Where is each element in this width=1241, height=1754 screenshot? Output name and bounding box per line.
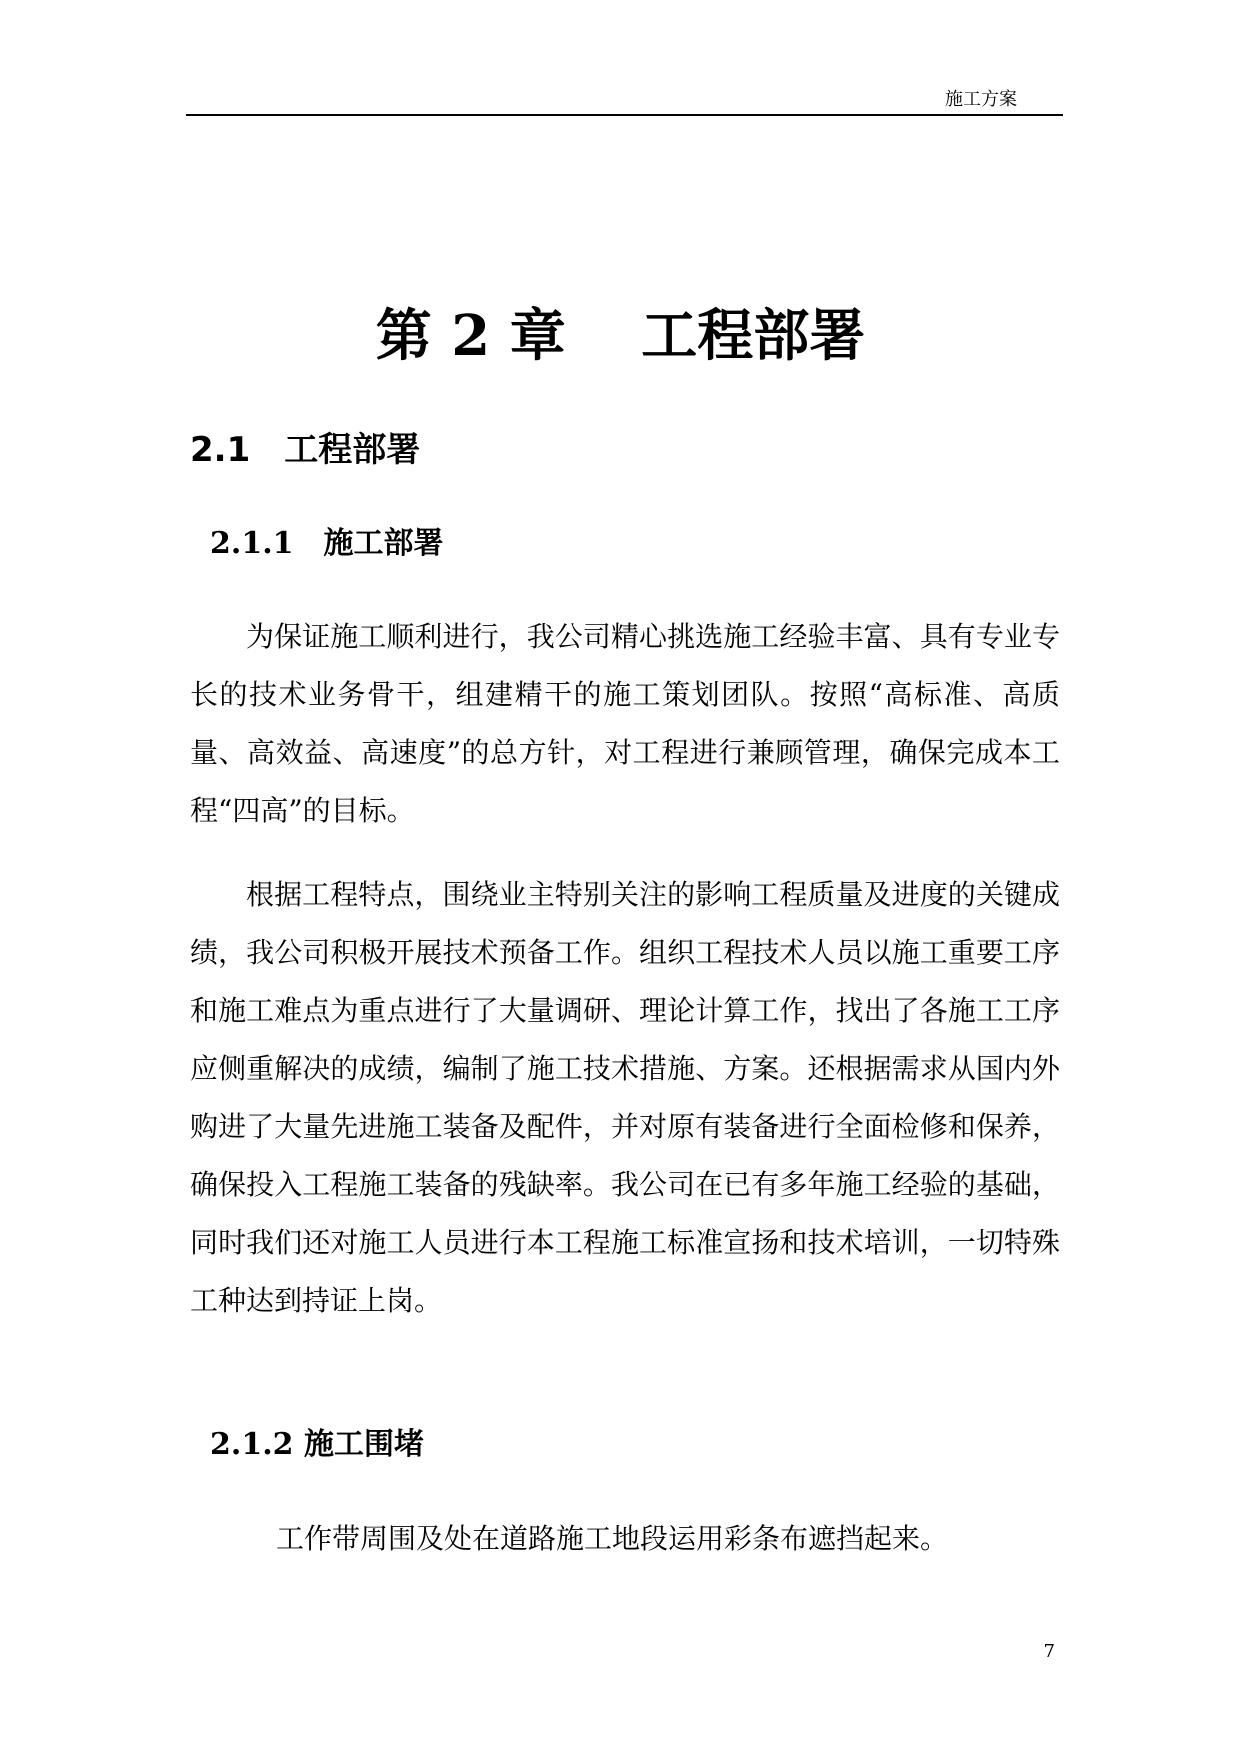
section-2-1-heading: 2.1 工程部署: [190, 430, 421, 470]
chapter-title: 第 2 章 工程部署: [375, 303, 866, 369]
running-header: 施工方案: [945, 89, 1017, 110]
section-2-1-2-heading: 2.1.2 施工围堵: [210, 1427, 424, 1462]
paragraph-construction-deployment-1: 为保证施工顺利进行，我公司精心挑选施工经验丰富、具有专业专长的技术业务骨干，组建精干的施工策划团队。按照“高标准、高质量、高效益、高速度”的总方针，对工程进行兼顾管理，确保完成本工程“四高”的目标。: [190, 620, 1060, 827]
paragraph-construction-deployment-2: 根据工程特点，围绕业主特别关注的影响工程质量及进度的关键成绩，我公司积极开展技术预备工作。组织工程技术人员以施工重要工序和施工难点为重点进行了大量调研、理论计算工作，找出了各施工工序应侧重解决的成绩，编制了施工技术措施、方案。还根据需求从国内外购进了大量先进施工装备及配件，并对原有装备进行全面检修和保养，确保投入工程施工装备的残缺率。我公司在已有多年施工经验的基础，同时我们还对施工人员进行本工程施工标准宣扬和技术培训，一切特殊工种达到持证上岗。: [190, 878, 1060, 1317]
paragraph-construction-enclosure: 工作带周围及处在道路施工地段运用彩条布遮挡起来。: [276, 1522, 949, 1555]
header-rule: [186, 114, 1063, 116]
page-number: 7: [1043, 1641, 1055, 1662]
section-2-1-1-heading: 2.1.1 施工部署: [210, 526, 444, 561]
